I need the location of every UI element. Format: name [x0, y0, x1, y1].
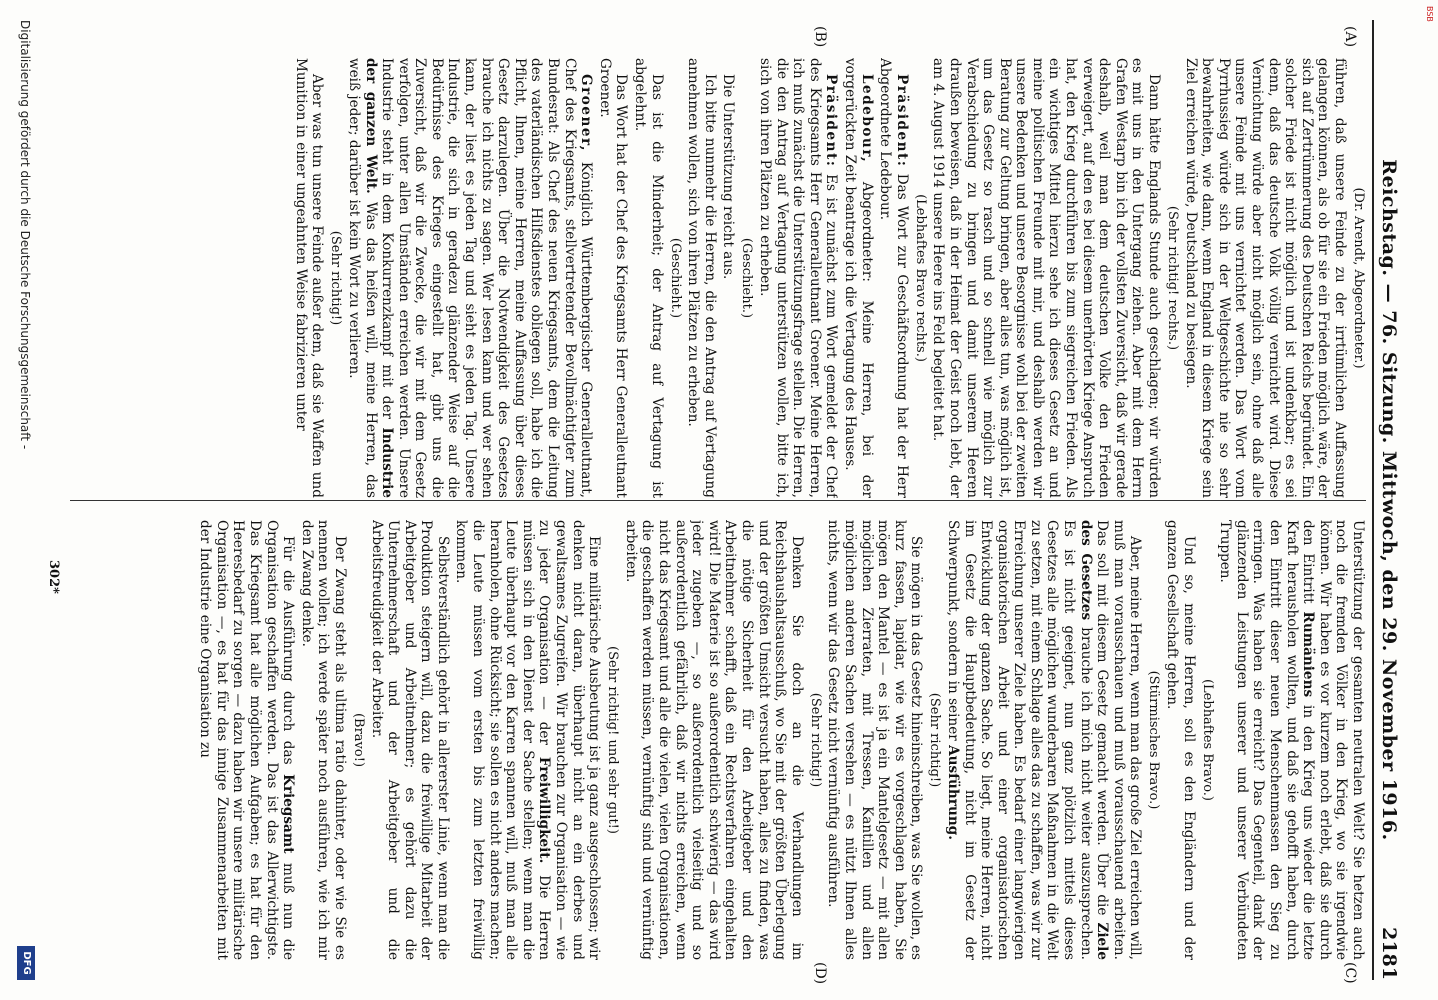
paragraph: Sie mögen in das Gesetz hineinschreiben, was Sie wollen, es kurz fassen, lapidar, wie wir es vorgeschlagen haben, Sie mögen den Mantel — es ist ja ein Mantelgesetz — mit allen möglichen Zierraten, mit Tressen, Kantillen und allen möglichen anderen Sachen versehen — es nützt Ihnen alles nichts, wenn wir das Gesetz nicht vernünftig ausführen. [825, 520, 925, 960]
stage-direction: (Geschieht.) [667, 237, 683, 319]
left-column [70, 58, 1366, 498]
paragraph [841, 58, 874, 498]
paragraph: Denken Sie doch an die Verhandlungen im Reichshaushaltsausschuß, wo Sie mit der größten Überlegung und der größten Umsicht versucht haben, alles zu finden, was die nötige Sicherheit für den Arbeitgeber und den Arbeitnehmer schafft, daß ein Rechtsverfahren eingehalten wird! Die Materie ist so außerordentlich schwierig — das wird jeder zugeben —, so außerordentlich vielseitig und so außerordentlich gefährlich, daß wir nichts erreichen, wenn nicht das Kriegsamt und alle die vielen, vielen Organisationen, die geschaffen werden müssen, vernünftig sind und vernünftig arbeiten. [622, 520, 805, 960]
paragraph: Die Unterstützung reicht aus. [720, 74, 737, 280]
column-divider [70, 500, 1366, 501]
right-column [70, 520, 1366, 960]
paragraph [944, 520, 1143, 960]
paragraph-text: Was das heißen will, meine Herren, das weiß jeder; darüber ist kein Wort zu verlieren. [345, 58, 379, 498]
paragraph-text: Es ist zunächst zum Wort gemeldet der Chef des Kriegsamts Herr Generalleutnant Groener. Meine Herren, ich muß zunächst die Unterstützungsfrage stellen. Die Herren, die den Antrag auf Vertagung unterstützen wollen, bitte ich, sich von ihren Plätzen zu erheben. [757, 58, 840, 498]
paragraph-text: Königlich Württembergischer Generalleutnant, Chef des Kriegsamts, stellvertretender Bevollmächtigter zum Bundesrat: Als Chef des neuen Kriegsamts, dem die Leitung des vaterländischen Hilfsdienstes obliegen soll, habe ich die Pflicht, Ihnen, meine Herren, meine Auffassung über dieses Gesetz darzulegen. Über die Notwendigkeit des Gesetzes brauche ich nichts zu sagen. Wer lesen kann und wer sehen kann, der liest es jeden Tag und sieht es jeden Tag. Unsere Industrie, die sich in geradezu glänzender Weise auf die Bedürfnisse des Krieges eingestellt hat, gibt uns die Zuversicht, daß wir die Zwecke, die wir mit dem Gesetz verfolgen, unter allen Umständen erreichen werden. Unsere Industrie steht in dem Konkurrenzkampf mit der [379, 58, 595, 498]
speaker-name: Präsident: [893, 74, 910, 168]
stage-direction: (Lebhaftes Bravo rechts.) [912, 194, 928, 362]
stage-direction: (Sehr richtig!) [927, 692, 943, 788]
bsb-watermark: BSB [1425, 6, 1434, 22]
paragraph: Aber was tun unsere Feinde außer dem, daß sie Waffen und Munition in einer ungeahnten Weise fabrizieren unter [292, 58, 326, 498]
emphasis-text: Ausführung. [944, 745, 961, 840]
stage-direction: (Sehr richtig!) [807, 692, 823, 788]
margin-marker-a: (A) [1342, 26, 1358, 48]
speaker-name: Groener, [578, 74, 595, 152]
paragraph [345, 58, 594, 498]
speaker-name: Ledebour, [858, 74, 875, 164]
header-title: Reichstag. — 76. Sitzung. Mittwoch, den 29. November 1916. [1378, 159, 1400, 841]
signature-number: 302* [46, 560, 61, 594]
paragraph-text: brauche ich mich nicht weiter auszusprechen. Es ist nicht geeignet, nun ganz plötzlich mittels dieses Gesetzes alle möglichen wunderbaren Maßnahmen in die Welt zu setzen, mit einem Schlage alles das zu schaffen, was wir zur Erreichung unserer Ziele haben. Es bedarf einer langwierigen organisatorischen Arbeit und einer organisatorischen Entwicklung der ganzen Sache. So liegt, meine Herren, nicht im Gesetz die Hauptbedeutung, nicht im Gesetz der Schwerpunkt, sondern in seiner [944, 520, 1094, 960]
paragraph: führen, daß unsere Feinde zu der irrtümlichen Auffassung gelangen können, als ob für sie ein Frieden möglich wäre, der sich auf Zertrümmerung des Deutschen Reichs begründet. Ein solcher Friede ist nicht möglich und ist undenkbar; es sei denn, daß das deutsche Volk völlig vernichtet wird. Diese Vernichtung würde aber nicht möglich sein, ohne daß alle unsere Feinde mit uns vernichtet werden. Das Wort vom Pyrrhussieg würde sich in der Weltgeschichte nie so sehr bewahrheiten, wie dann, wenn England in diesem Kriege sein Ziel erreichen würde, Deutschland zu besiegen. [1182, 58, 1348, 498]
stage-direction: (Sehr richtig! und sehr gut!) [605, 646, 621, 834]
digitization-credit [8, 20, 38, 980]
page-number: 2181 [1378, 927, 1400, 980]
paragraph [877, 58, 910, 498]
paragraph [1217, 520, 1366, 960]
emphasis-text: Freiwilligkeit. [536, 756, 553, 864]
stage-direction: (Bravo!) [350, 712, 366, 768]
paragraph-text: Für die Ausführung durch das [280, 536, 297, 765]
paragraph-text: muß nun die Organisation geschaffen werden. Das ist das Allerwichtigste. Das Kriegsamt hat alle möglichen Aufgaben; es hat für den Heeresbedarf zu sorgen — dazu haben wir unsere militärische Organisation —, es hat für das innige Zusammenarbeiten mit der Industrie eine Organisation zu [197, 520, 297, 960]
margin-marker-c: (C) [1342, 962, 1358, 984]
dfg-logo: DFG [17, 946, 35, 980]
paragraph: Und so, meine Herren, soll es den Engländern und der ganzen Gesellschaft gehen. [1164, 520, 1197, 960]
paragraph-text: Das Wort zur Geschäftsordnung hat der Herr Abgeordnete Ledebour. [877, 58, 910, 498]
paragraph-text: Eine militärische Ausbeutung ist ja ganz ausgeschlossen; wir denken nicht daran, überhaupt nicht an ein derbes und gewaltsames Zugreifen. Wir brauchen zur Organisation — wie zu jeder Organisation — der [536, 520, 603, 960]
emphasis-text: Rumäniens [1300, 611, 1317, 698]
paragraph [197, 520, 297, 960]
stage-direction: (Sehr richtig! rechts.) [1165, 205, 1181, 351]
margin-marker-d: (D) [812, 962, 828, 985]
page-header [1372, 20, 1400, 980]
emphasis-text: Ziele des Gesetzes [1077, 520, 1111, 960]
paragraph-text: in den Krieg uns wieder die letzte Kraft herausholen wollten, und daß sie gehofft haben, durch den Eintritt dieser neuen Menschenmassen den Sieg zu erringen. Was haben sie erreicht? Das Gegenteil, dank der glänzenden Leistungen unserer und unserer Verbündeten Truppen. [1217, 520, 1317, 960]
stage-direction: (Sehr richtig!) [328, 230, 344, 326]
emphasis-text: Industrie der ganzen Welt. [362, 58, 396, 498]
margin-marker-b: (B) [812, 26, 828, 48]
paragraph [756, 58, 839, 498]
paragraph-text: Unterstützung der gesamten neutralen Welt? Sie hetzen auch noch die fremden Völker in den Krieg, wo sie irgendwie können. Wir haben es vor kurzem noch erlebt, daß sie durch den Eintritt [1300, 520, 1366, 960]
paragraph: Selbstverständlich gehört in allererster Linie, wenn man die Produktion steigern will, dazu die freiwillige Mitarbeit der Arbeitgeber und Arbeitnehmer; es gehört dazu die Unternehmerschaft und der Arbeitgeber und die Arbeitsfreudigkeit der Arbeiter. [368, 520, 451, 960]
paragraph: Das Wort hat der Chef des Kriegsamts Herr Generalleutnant Groener. [596, 58, 630, 498]
stage-direction: (Geschieht.) [739, 237, 755, 319]
paragraph: Der Zwang steht als ultima ratio dahinter, oder wie Sie es nennen wollen; ich werde später noch ausführen, wie ich mir den Zwang denke. [298, 520, 348, 960]
paragraph-text: Die Herren müssen sich in den Dienst der Sache stellen; wenn man die Leute überhaupt vor den Karren spannen will, muß man alle heranholen, ohne Rücksicht; sie sollen es nicht anders machen; die Leute müssen vom ersten bis zum letzten freiwillig kommen. [453, 520, 553, 960]
emphasis-text: Kriegsamt [280, 774, 297, 854]
paragraph-text: Aber, meine Herren, wenn man das große Ziel erreichen will, muß man vorausschauen und muß vorausschauend arbeiten. Das soll mit diesem Gesetz gemacht werden. Über die [1094, 520, 1144, 960]
credit-text: Digitalisierung gefördert durch die Deutsche Forschungsgemeinschaft - [18, 20, 32, 450]
speaker-name: Präsident: [823, 74, 840, 168]
paragraph [453, 520, 602, 960]
stage-direction: (Lebhaftes Bravo.) [1199, 678, 1215, 802]
paragraph: Das ist die Minderheit; der Antrag auf Vertagung ist abgelehnt. [632, 58, 665, 498]
speaker-line: (Dr. Arendt, Abgeordneter.) [1351, 187, 1366, 369]
paragraph-text: Abgeordneter: Meine Herren, bei der vorgerückten Zeit beantrage ich die Vertagung des Hauses. [841, 58, 875, 498]
stage-direction: (Stürmisches Bravo.) [1146, 670, 1162, 810]
paragraph: Ich bitte nunmehr die Herren, die den Antrag auf Vertagung annehmen wollen, sich von ihren Plätzen zu erheben. [685, 58, 718, 498]
paragraph: Dann hätte Englands Stunde auch geschlagen; wir würden es mit uns in den Untergang ziehen. Aber mit dem Herrn Grafen Westarp bin ich der vollsten Zuversicht, daß wir gerade deshalb, weil man dem deutschen Volke den Frieden verweigert, auf den es bei diesem unerhörten Kriege Anspruch hat, den Krieg durchführen bis zum siegreichen Frieden. Als ein wichtiges Mittel hierzu sehe ich dieses Gesetz an und meine politischen Freunde mit mir, und deshalb werden wir unsere Bedenken und unsere Besorgnisse wohl bei der zweiten Beratung zur Geltung bringen, aber alles tun, was möglich ist, um das Gesetz so rasch und so schnell wie möglich zur Verabschiedung zu bringen und damit unserem Heeren draußen beweisen, daß in der Heimat der Geist noch lebt, der am 4. August 1914 unsere Heere ins Feld begleitet hat. [930, 58, 1163, 498]
